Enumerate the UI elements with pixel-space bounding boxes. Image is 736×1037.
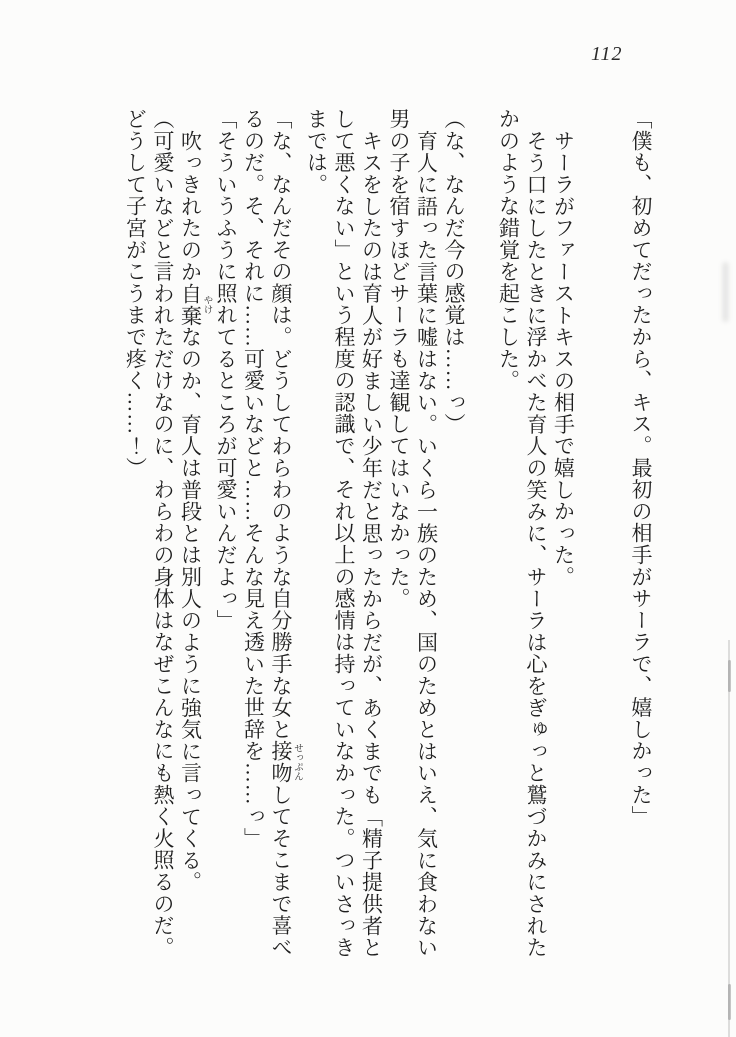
text-run: 吹っきれたのか bbox=[178, 130, 203, 283]
paragraph-narration: キスをしたのは育人が好ましい少年だと思ったからだが、あくまでも「精子提供者として悪くない」という程度の認識で、それ以上の感情は持っていなかった。ついさっきまでは。 bbox=[304, 108, 384, 959]
ruby-base: 接吻 bbox=[269, 740, 293, 784]
page-number: 112 bbox=[591, 43, 623, 65]
paragraph-dialogue-ikuto: 「僕も、初めてだったから、キス。最初の相手がサーラで、嬉しかった」 bbox=[629, 108, 653, 828]
text-run: 「な、なんだその顔は。どうしてわらわのような自分勝手な女と bbox=[269, 108, 293, 741]
ruby-annotation bbox=[269, 740, 302, 784]
ruby-text: せっぷん bbox=[292, 740, 302, 784]
paragraph-narration bbox=[176, 108, 212, 968]
paragraph-narration: 育人に語った言葉に嘘はない。いくら一族のため、国のためとはいえ、気に食わない男の子を宿すほどサーラも達観してはいなかった。 bbox=[387, 108, 439, 959]
paragraph-inner-monologue: （な、なんだ今の感覚は……っ） bbox=[442, 108, 466, 435]
ruby-text: やけ bbox=[201, 282, 212, 327]
text-run: してそこまで喜べるのだ。そ、それに……可愛いなどと……そんな見え透いた世辞を……っ」 bbox=[241, 108, 293, 959]
paragraph-dialogue-sara bbox=[239, 108, 302, 968]
ruby-annotation bbox=[178, 282, 212, 327]
page-edge-line bbox=[728, 640, 730, 1037]
paragraph-narration: そう口にしたときに浮かべた育人の笑みに、サーラは心をぎゅっと鷲づかみにされたかのような錯覚を起こした。 bbox=[496, 108, 548, 959]
ruby-base: 自棄 bbox=[178, 282, 203, 327]
page-edge-mark bbox=[728, 984, 731, 1020]
page-edge-bleed bbox=[722, 262, 729, 322]
text-run: なのか、育人は普段とは別人のように強気に言ってくる。 bbox=[178, 326, 203, 894]
page-edge-mark bbox=[728, 660, 731, 692]
text-block bbox=[121, 108, 654, 968]
paragraph-narration: サーラがファーストキスの相手で嬉しかった。 bbox=[551, 130, 576, 588]
paragraph-inner-monologue: （可愛いなどと言われただけなのに、わらわの身体はなぜこんなにも熱く火照るのだ。どうして子宮がこうまで疼く……！） bbox=[123, 108, 175, 959]
paragraph-dialogue-ikuto: 「そういうふうに照れてるところが可愛いんだよっ」 bbox=[214, 108, 238, 632]
